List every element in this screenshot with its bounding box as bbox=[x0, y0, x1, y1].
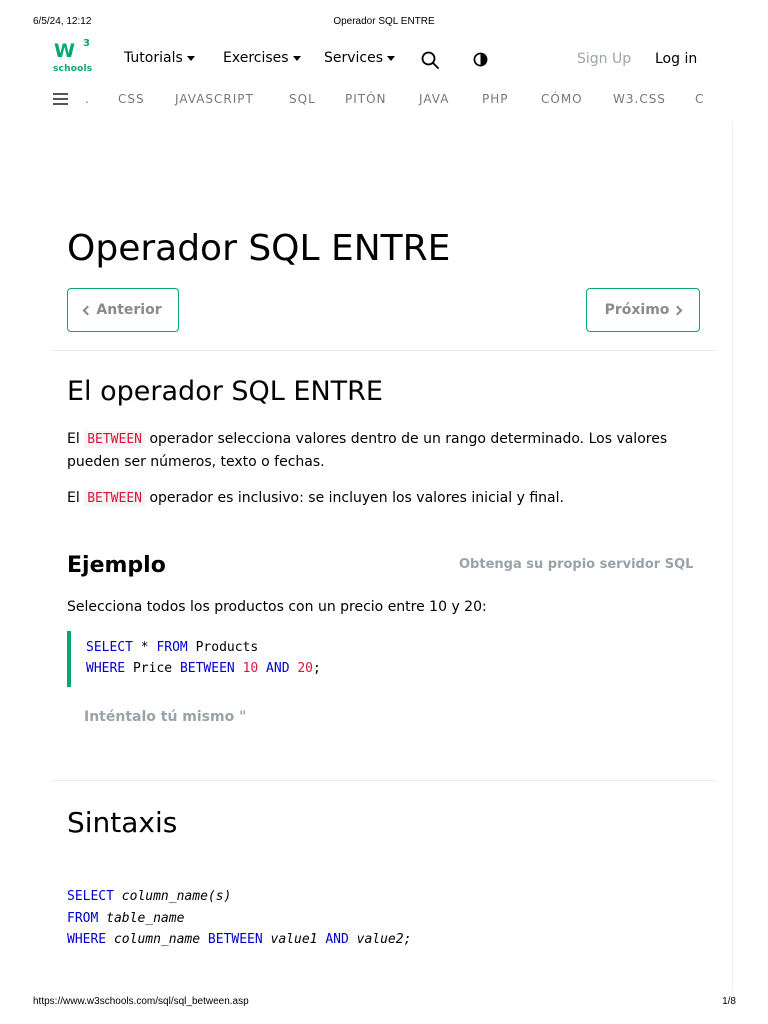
subnav-item-sql[interactable]: SQL bbox=[289, 92, 316, 106]
example-heading: Ejemplo bbox=[67, 553, 166, 578]
intro-paragraph: El BETWEEN operador selecciona valores dentro de un rango determinado. Los valores pueden ser números, texto o fechas. bbox=[67, 431, 668, 470]
menu-icon[interactable] bbox=[53, 93, 68, 105]
print-page-number: 1/8 bbox=[722, 996, 736, 1007]
w3schools-logo[interactable] bbox=[53, 40, 93, 76]
nav-tutorials-label: Tutorials bbox=[124, 50, 183, 66]
subnav-item-java[interactable]: JAVA bbox=[419, 92, 450, 106]
print-url: https://www.w3schools.com/sql/sql_between.asp bbox=[33, 996, 249, 1007]
inline-code-keyword: BETWEEN bbox=[84, 490, 145, 507]
chevron-right-icon bbox=[673, 305, 683, 315]
page-title: Operador SQL ENTRE bbox=[67, 228, 451, 269]
syntax-heading: Sintaxis bbox=[67, 806, 178, 839]
example-description: Selecciona todos los productos con un precio entre 10 y 20: bbox=[67, 599, 487, 615]
search-icon[interactable] bbox=[421, 51, 439, 69]
divider bbox=[52, 350, 716, 351]
logo-superscript: 3 bbox=[83, 38, 90, 49]
subnav-item-piton[interactable]: PITÓN bbox=[345, 92, 387, 106]
nav-services-dropdown[interactable] bbox=[324, 50, 395, 66]
previous-button[interactable] bbox=[67, 288, 179, 332]
subnav-item-c[interactable]: C bbox=[695, 92, 705, 106]
previous-button-label: Anterior bbox=[96, 302, 162, 318]
subnav-item-css[interactable]: CSS bbox=[118, 92, 145, 106]
next-button-label: Próximo bbox=[604, 302, 670, 318]
divider bbox=[52, 780, 716, 781]
try-it-yourself-button[interactable]: Inténtalo tú mismo " bbox=[84, 709, 247, 725]
logo-mark: W bbox=[54, 40, 74, 62]
signup-link[interactable]: Sign Up bbox=[577, 51, 632, 67]
caret-down-icon bbox=[187, 56, 195, 61]
subnav-item-w3css[interactable]: W3.CSS bbox=[613, 92, 666, 106]
code-line: SELECT * FROM Products bbox=[86, 640, 259, 655]
logo-wordmark: schools bbox=[53, 64, 93, 74]
caret-down-icon bbox=[293, 56, 301, 61]
nav-tutorials-dropdown[interactable] bbox=[124, 50, 195, 66]
subnav-item-como[interactable]: CÓMO bbox=[541, 92, 583, 106]
nav-exercises-label: Exercises bbox=[223, 50, 289, 66]
subnav-item-javascript[interactable]: JAVASCRIPT bbox=[175, 92, 254, 106]
chevron-left-icon bbox=[83, 305, 93, 315]
syntax-code-block: SELECT column_name(s) FROM table_name WHERE column_name BETWEEN value1 AND value2; bbox=[67, 889, 412, 947]
example-code-block bbox=[67, 631, 707, 687]
subnav-item[interactable]: . bbox=[85, 92, 90, 106]
nav-exercises-dropdown[interactable] bbox=[223, 50, 301, 66]
nav-services-label: Services bbox=[324, 50, 384, 66]
section-heading: El operador SQL ENTRE bbox=[67, 376, 383, 407]
own-sql-server-link[interactable]: Obtenga su propio servidor SQL bbox=[459, 557, 694, 572]
content-border bbox=[732, 122, 733, 990]
code-line: WHERE Price BETWEEN 10 AND 20; bbox=[86, 661, 321, 676]
contrast-icon[interactable] bbox=[473, 52, 488, 67]
print-header bbox=[0, 16, 768, 30]
caret-down-icon bbox=[387, 56, 395, 61]
next-button[interactable] bbox=[586, 288, 700, 332]
subnav-item-php[interactable]: PHP bbox=[482, 92, 509, 106]
print-title: Operador SQL ENTRE bbox=[333, 16, 435, 27]
print-footer bbox=[0, 996, 768, 1010]
inline-code-keyword: BETWEEN bbox=[84, 431, 145, 448]
inclusive-paragraph: El BETWEEN operador es inclusivo: se incluyen los valores inicial y final. bbox=[67, 490, 564, 506]
login-link[interactable]: Log in bbox=[655, 51, 698, 67]
print-date: 6/5/24, 12:12 bbox=[33, 16, 92, 27]
